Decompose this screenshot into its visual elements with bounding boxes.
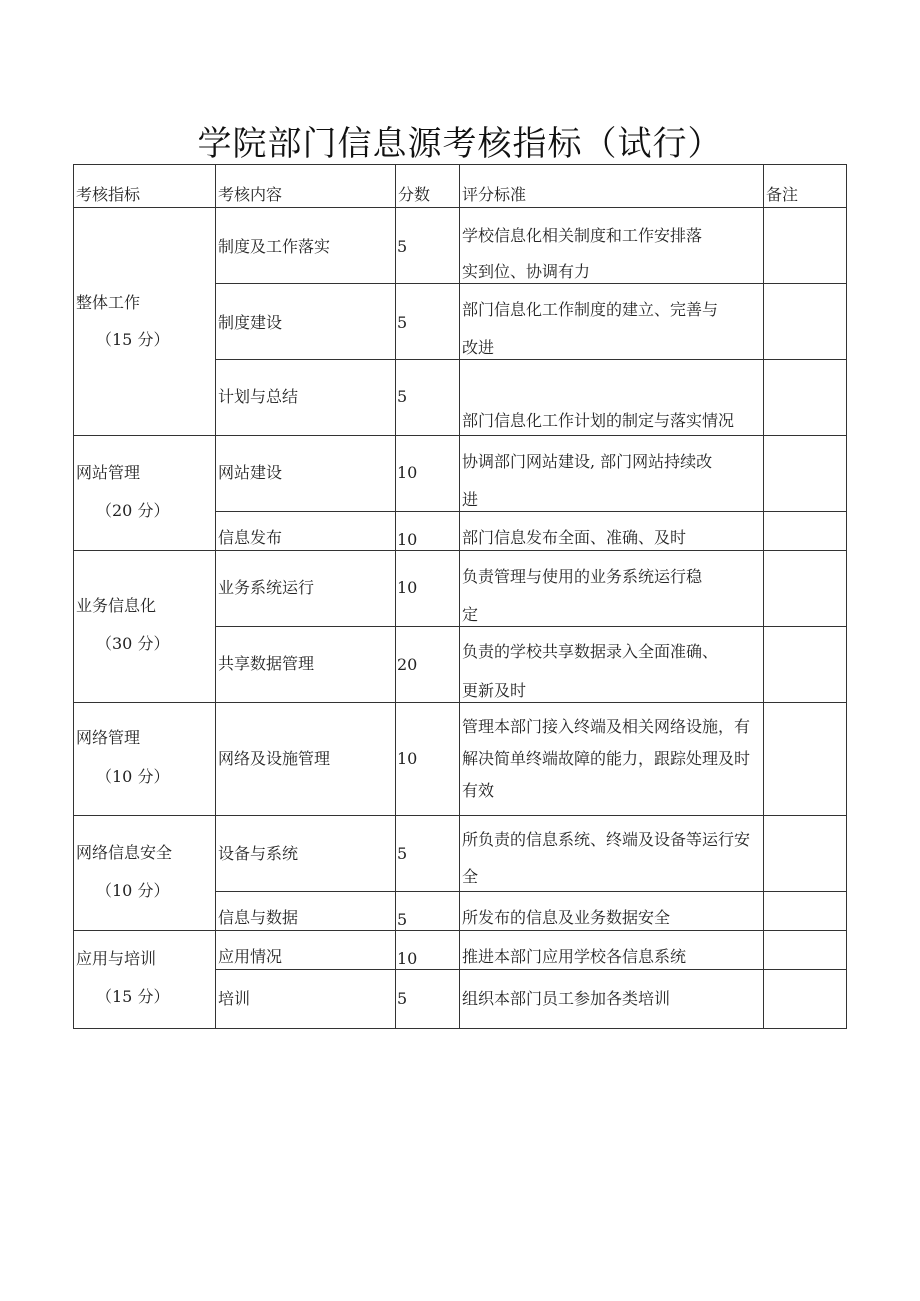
group-name: 业务信息化 [76,596,157,615]
remark-cell [764,551,847,627]
standard-cell [460,970,764,1029]
header-remark: 备注 [766,185,799,204]
standard-line: 改进 [462,338,495,357]
content-text: 计划与总结 [218,387,299,406]
standard-line: 推进本部门应用学校各信息系统 [462,947,687,966]
content-text: 网络及设施管理 [218,749,331,768]
group-points: （10 分） [96,881,170,900]
score-cell [396,931,460,970]
group-cell-business [74,551,216,703]
remark-cell [764,627,847,703]
standard-line: 负责的学校共享数据录入全面准确、 [462,642,719,661]
standard-line: 部门信息化工作计划的制定与落实情况 [462,411,735,430]
group-name: 网络信息安全 [76,843,173,862]
score-cell [396,970,460,1029]
remark-cell [764,892,847,931]
group-cell-security [74,816,216,931]
group-points: （20 分） [96,501,170,520]
score-value: 10 [397,949,418,968]
table-row [74,436,847,512]
content-text: 网站建设 [218,463,283,482]
standard-cell [460,931,764,970]
content-cell [216,360,396,436]
header-cell-standard [460,165,764,208]
table-row [74,703,847,816]
standard-line: 定 [462,605,479,624]
standard-line: 协调部门网站建设, 部门网站持续改 [462,452,713,471]
score-cell [396,208,460,284]
score-value: 5 [397,910,408,929]
standard-line: 所负责的信息系统、终端及设备等运行安 [462,830,751,849]
standard-cell [460,360,764,436]
group-points: （15 分） [96,987,170,1006]
standard-cell [460,436,764,512]
content-cell [216,512,396,551]
remark-cell [764,360,847,436]
assessment-table [73,164,847,1029]
content-text: 设备与系统 [218,844,299,863]
standard-cell [460,551,764,627]
standard-line: 负责管理与使用的业务系统运行稳 [462,567,703,586]
group-cell-network [74,703,216,816]
score-value: 20 [397,655,418,674]
group-cell-overall [74,208,216,436]
score-cell [396,816,460,892]
header-cell-indicator [74,165,216,208]
score-value: 10 [397,463,418,482]
remark-cell [764,816,847,892]
score-value: 10 [397,578,418,597]
standard-line: 进 [462,490,479,509]
standard-cell [460,284,764,360]
content-cell [216,970,396,1029]
content-text: 业务系统运行 [218,578,315,597]
content-cell [216,816,396,892]
standard-line: 所发布的信息及业务数据安全 [462,908,671,927]
content-text: 应用情况 [218,947,283,966]
score-cell [396,551,460,627]
content-text: 制度建设 [218,313,283,332]
content-cell [216,627,396,703]
score-value: 10 [397,749,418,768]
content-text: 培训 [218,989,251,1008]
remark-cell [764,284,847,360]
content-text: 信息发布 [218,528,283,547]
content-cell [216,436,396,512]
header-indicator: 考核指标 [76,185,141,204]
group-name: 网络管理 [76,728,141,747]
standard-line: 实到位、协调有力 [462,262,591,281]
content-text: 制度及工作落实 [218,237,331,256]
score-cell [396,512,460,551]
group-cell-application [74,931,216,1029]
content-cell [216,931,396,970]
header-cell-remark [764,165,847,208]
page-title: 学院部门信息源考核指标（试行） [197,124,723,164]
group-points: （30 分） [96,634,170,653]
remark-cell [764,208,847,284]
standard-line: 部门信息发布全面、准确、及时 [462,528,687,547]
standard-line: 更新及时 [462,681,527,700]
content-text: 信息与数据 [218,908,299,927]
score-value: 5 [397,237,408,256]
table-header-row [74,165,847,208]
content-text: 共享数据管理 [218,654,315,673]
remark-cell [764,703,847,816]
group-name: 整体工作 [76,293,141,312]
table-row [74,816,847,892]
table-row [74,931,847,970]
group-name: 网站管理 [76,463,141,482]
score-value: 5 [397,387,408,406]
content-cell [216,703,396,816]
standard-line: 学校信息化相关制度和工作安排落 [462,226,703,245]
score-cell [396,360,460,436]
score-value: 5 [397,989,408,1008]
group-points: （10 分） [96,767,170,786]
remark-cell [764,512,847,551]
content-cell [216,892,396,931]
group-cell-website [74,436,216,551]
header-standard: 评分标准 [462,185,527,204]
score-value: 10 [397,530,418,549]
score-cell [396,284,460,360]
score-cell [396,892,460,931]
standard-line: 部门信息化工作制度的建立、完善与 [462,300,719,319]
standard-cell [460,816,764,892]
remark-cell [764,931,847,970]
header-cell-score [396,165,460,208]
standard-line: 全 [462,867,479,886]
score-cell [396,703,460,816]
standard-text: 管理本部门接入终端及相关网络设施，有解决简单终端故障的能力，跟踪处理及时有效 [462,717,751,800]
group-points: （15 分） [96,330,170,349]
group-name: 应用与培训 [76,949,157,968]
content-cell [216,284,396,360]
standard-cell [460,512,764,551]
remark-cell [764,970,847,1029]
score-cell [396,436,460,512]
score-value: 5 [397,844,408,863]
score-value: 5 [397,313,408,332]
standard-cell [460,208,764,284]
remark-cell [764,436,847,512]
score-cell [396,627,460,703]
standard-cell [460,703,764,816]
header-content: 考核内容 [218,185,283,204]
header-score: 分数 [398,185,431,204]
standard-cell [460,892,764,931]
standard-line: 组织本部门员工参加各类培训 [462,989,671,1008]
header-cell-content [216,165,396,208]
content-cell [216,551,396,627]
standard-cell [460,627,764,703]
content-cell [216,208,396,284]
table-row [74,551,847,627]
table-row [74,208,847,284]
